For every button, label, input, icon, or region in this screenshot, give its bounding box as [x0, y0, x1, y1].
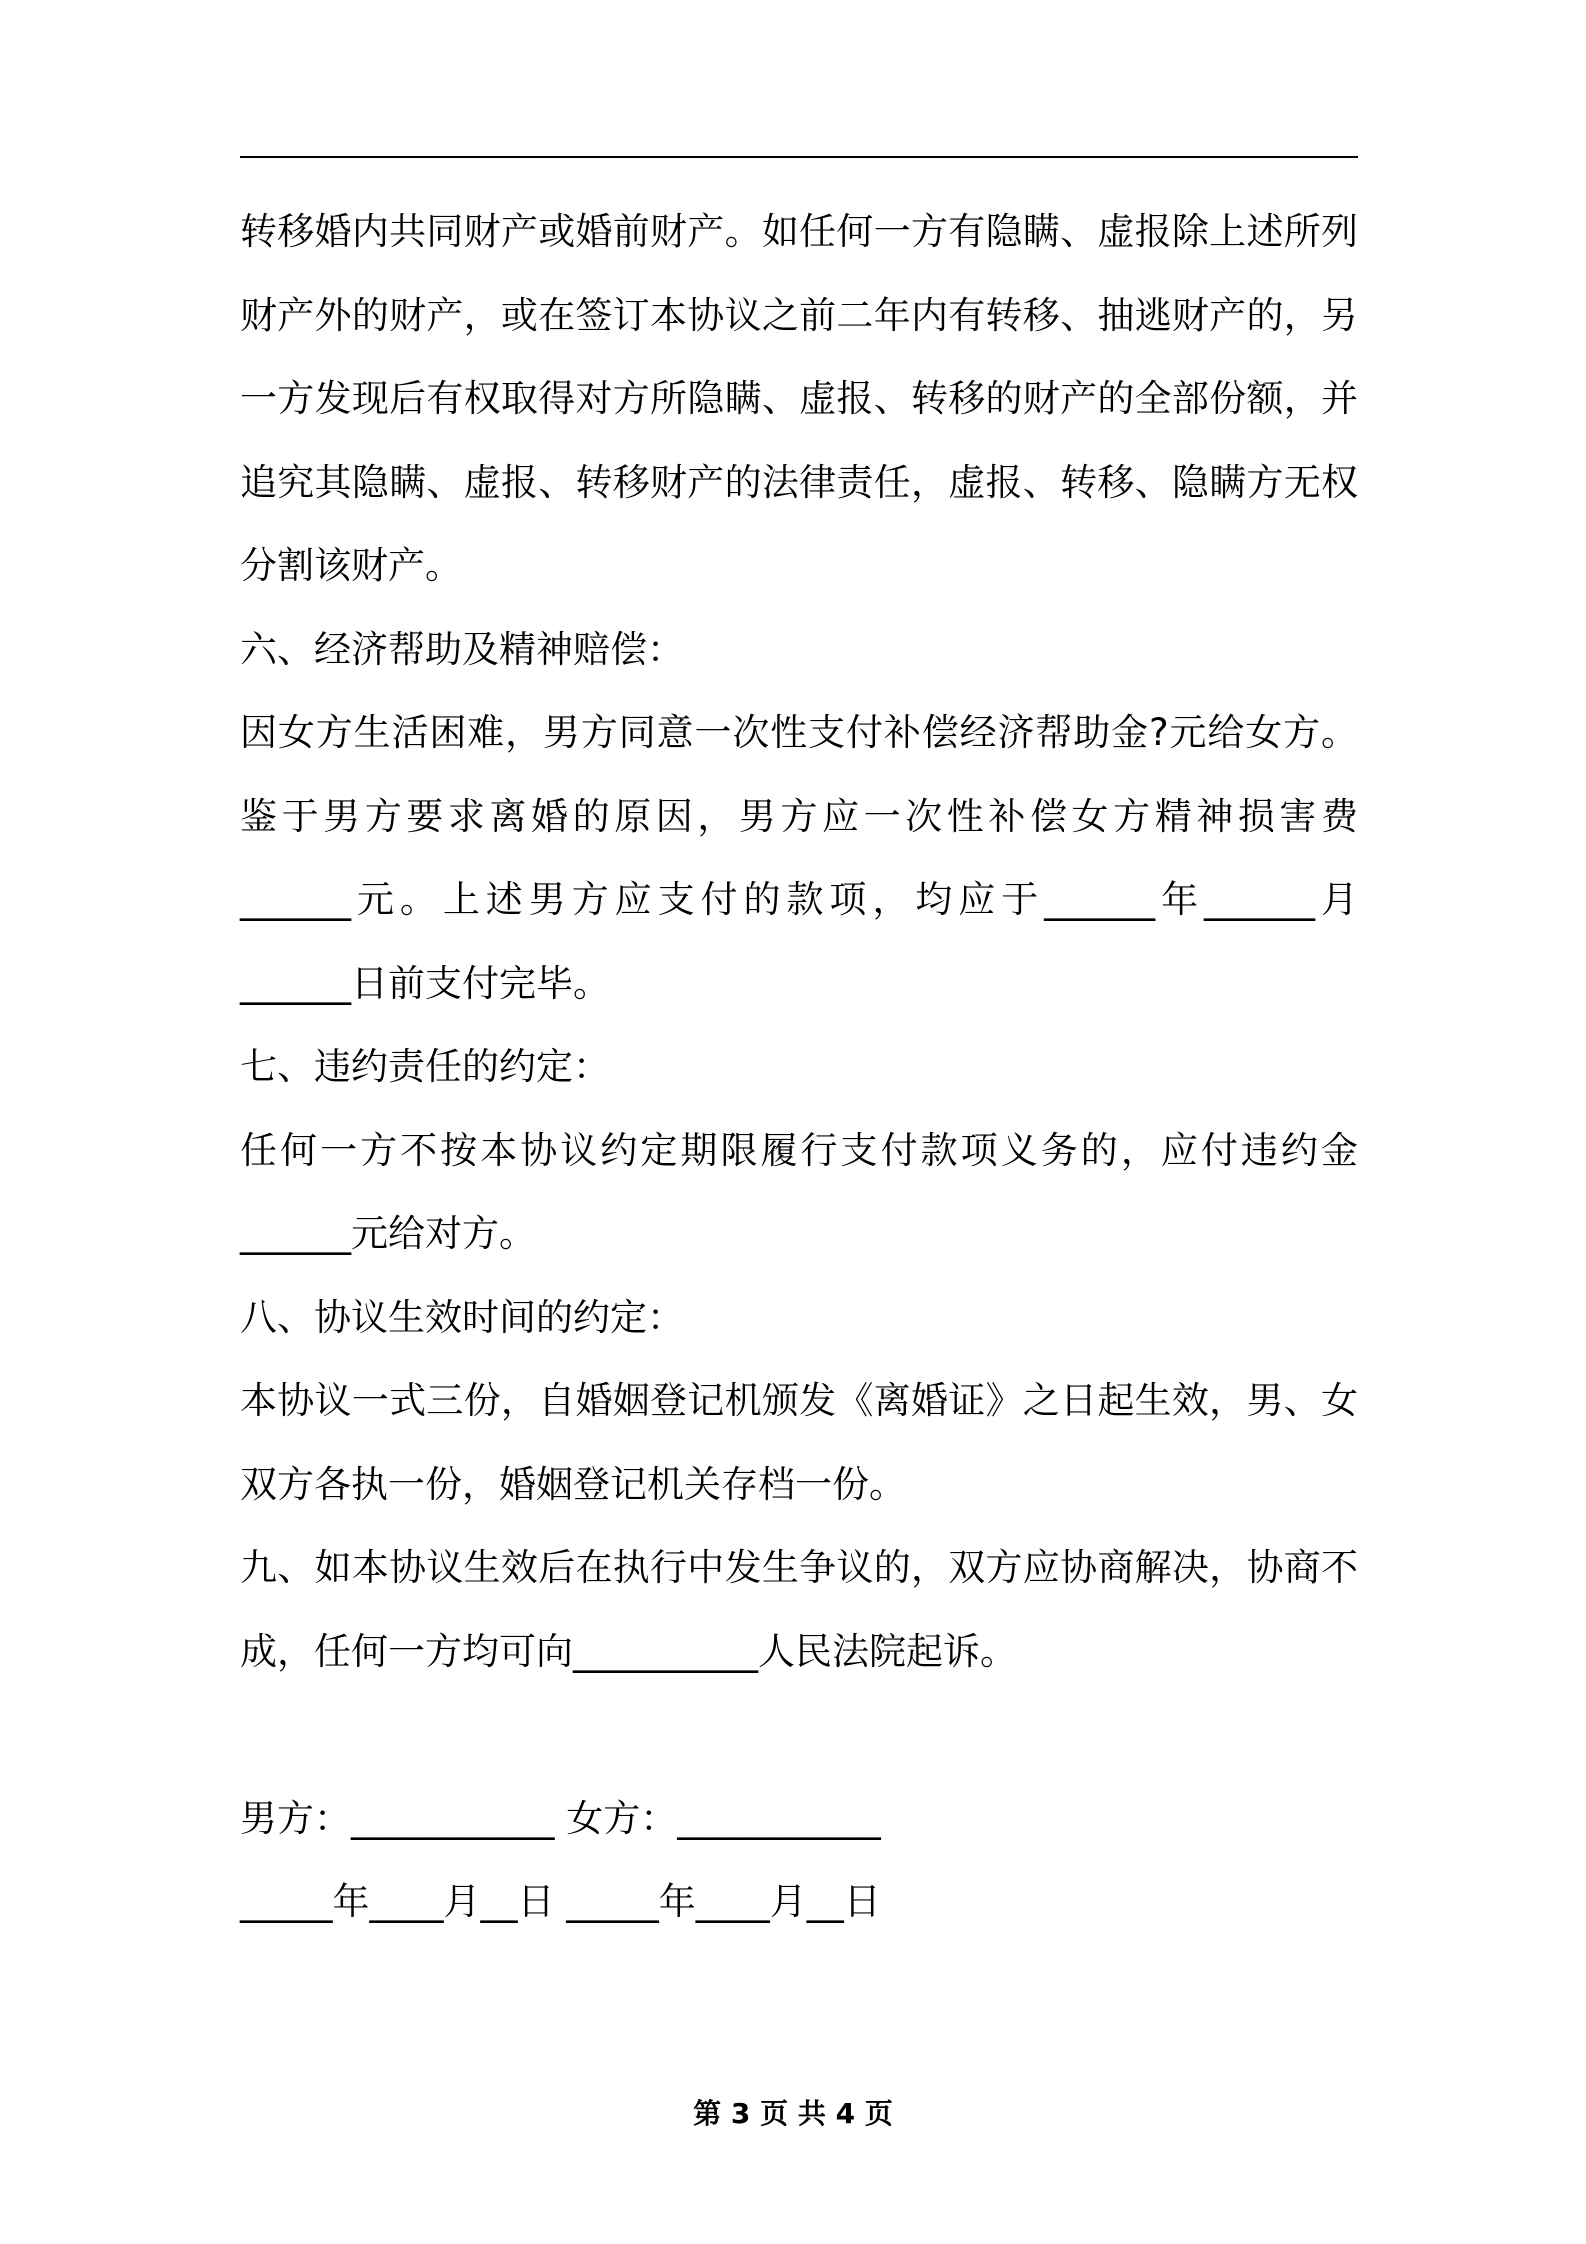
text-line: 追究其隐瞒、虚报、转移财产的法律责任，虚报、转移、隐瞒方无权	[240, 460, 1358, 504]
text-line: 转移婚内共同财产或婚前财产。如任何一方有隐瞒、虚报除上述所列	[240, 210, 1358, 253]
text-line: 财产外的财产，或在签订本协议之前二年内有转移、抽逃财产的，另	[240, 293, 1358, 337]
text-line: ______日前支付完毕。	[240, 961, 610, 1005]
text-line: 因女方生活困难，男方同意一次性支付补偿经济帮助金?元给女方。	[240, 711, 1358, 754]
header-rule	[240, 156, 1358, 158]
text-line: 鉴于男方要求离婚的原因，男方应一次性补偿女方精神损害费	[240, 794, 1358, 838]
text-line: 任何一方不按本协议约定期限履行支付款项义务的，应付违约金	[240, 1128, 1358, 1172]
section-heading-6: 六、经济帮助及精神赔偿：	[240, 627, 684, 671]
document-body	[240, 190, 1358, 1944]
page-number: 第 3 页 共 4 页	[693, 2097, 893, 2130]
text-line: 成，任何一方均可向__________人民法院起诉。	[240, 1629, 1017, 1673]
section-heading-9: 九、如本协议生效后在执行中发生争议的，双方应协商解决，协商不	[240, 1546, 1358, 1589]
section-heading-7: 七、违约责任的约定：	[240, 1045, 610, 1088]
text-line: 本协议一式三份，自婚姻登记机颁发《离婚证》之日起生效，男、女	[240, 1379, 1358, 1422]
text-line: 分割该财产。	[240, 544, 462, 587]
signature-dates: _____年____月__日 _____年____月__日	[240, 1880, 881, 1923]
signature-parties: 男方：___________ 女方：___________	[240, 1796, 881, 1840]
section-heading-8: 八、协议生效时间的约定：	[240, 1295, 684, 1339]
spacer	[240, 1693, 1358, 1777]
text-line: ______元给对方。	[240, 1212, 536, 1255]
text-line: 一方发现后有权取得对方所隐瞒、虚报、转移的财产的全部份额，并	[240, 377, 1358, 420]
text-line: ______元。上述男方应支付的款项，均应于______年______月	[240, 878, 1358, 921]
text-line: 双方各执一份，婚姻登记机关存档一份。	[240, 1462, 906, 1506]
